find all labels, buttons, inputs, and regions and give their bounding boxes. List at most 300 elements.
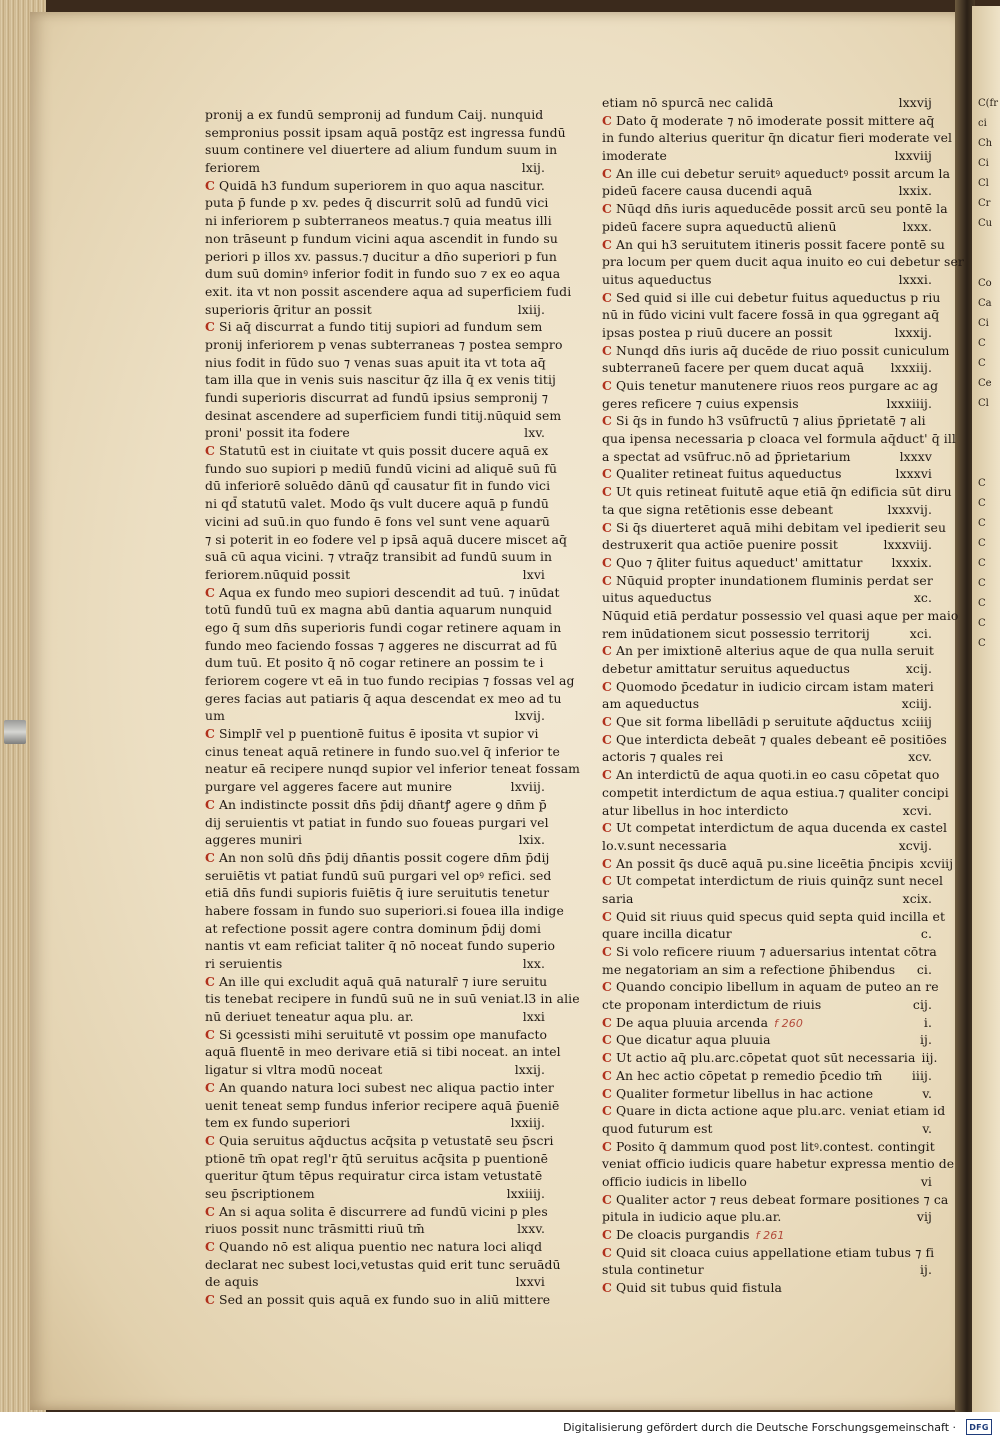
chapter-number (547, 796, 553, 814)
chapter-number (561, 407, 567, 425)
text-line (602, 1014, 932, 1032)
line-text: C Nūquid propter inundationem fluminis perdat ser (602, 572, 933, 588)
chapter-number: xciij. (901, 696, 932, 712)
chapter-number (547, 973, 553, 991)
text-line (602, 1031, 932, 1049)
text-line (602, 748, 932, 766)
pilcrow-mark-icon: C (602, 572, 612, 588)
chapter-number (933, 572, 939, 590)
text-line (205, 743, 560, 761)
chapter-number (552, 601, 558, 619)
text-line (602, 713, 932, 731)
text-line (602, 306, 940, 324)
text-line (205, 1132, 554, 1150)
pilcrow-mark-icon: C (602, 873, 612, 889)
text-line (205, 177, 545, 195)
line-text: C Quomodo p̄cedatur in iudicio circam istam materi (602, 678, 934, 694)
text-line (205, 831, 545, 849)
line-text: ni inferiorem p subterraneos meatus.⁊ quia meatus illi (205, 213, 552, 229)
chapter-number (575, 672, 581, 690)
chapter-number (542, 318, 548, 336)
text-line (602, 1102, 946, 1120)
line-text: stula continetur (602, 1262, 704, 1278)
line-text: desinat ascendere ad superficiem fundi titij.nūquid sem (205, 407, 562, 423)
line-text: pideū facere supra aqueductū alienū (602, 218, 837, 234)
text-line (602, 678, 932, 696)
line-text: C Statutū est in ciuitate vt quis possit ducere aquā ex (205, 443, 549, 459)
text-line (602, 855, 954, 873)
chapter-number: lxxviij (894, 148, 932, 164)
text-line (205, 265, 561, 283)
chapter-number: xc. (913, 590, 932, 606)
line-text: suā cū aqua vicini. ⁊ vtraq̄z transibit ad fundū suum in (205, 549, 553, 565)
chapter-number (926, 1279, 932, 1297)
pilcrow-mark-icon: C (205, 1292, 215, 1308)
text-line (205, 601, 553, 619)
chapter-number (546, 354, 552, 372)
line-text: C Si q̄s in fundo h3 vsūfructū ⁊ alius p̄prietatē ⁊ ali (602, 413, 926, 429)
line-text: puta p̄ funde p xv. pedes q̄ discurrit solū ad fundū vici (205, 195, 549, 211)
line-text: nius fodit in fūdo suo ⁊ venas suas apuit ita vt tota aq̄ (205, 354, 546, 370)
line-text: me negatoriam an sim a refectione p̄hibendus (602, 961, 896, 977)
pilcrow-mark-icon: C (205, 443, 215, 459)
text-line (205, 1238, 545, 1256)
line-text: ipsas postea p riuū ducere an possit (602, 324, 833, 340)
line-text: ligatur si vltra modū noceat (205, 1062, 383, 1078)
facing-page-line: Cr (978, 198, 991, 209)
chapter-number: xcix. (902, 890, 932, 906)
pilcrow-mark-icon: C (602, 519, 612, 535)
text-line (602, 1226, 932, 1244)
text-line (205, 725, 545, 743)
text-line (602, 961, 932, 979)
line-text: C An indistincte possit dn̄s p̄dij dn̄antꝭ agere ꝯ dn̄m p̄ (205, 796, 547, 812)
pilcrow-mark-icon: C (602, 1191, 612, 1207)
chapter-number (549, 814, 555, 832)
chapter-number: ci. (916, 961, 932, 977)
facing-page-line: C (978, 618, 986, 629)
chapter-number: lxxvi (515, 1274, 545, 1290)
footer-bar (0, 1412, 1000, 1442)
chapter-number (952, 483, 958, 501)
line-text: cinus teneat aquā retinere in fundo suo.vel q̄ inferior te (205, 743, 560, 759)
chapter-number: lxxxiiij. (886, 395, 932, 411)
text-line (205, 955, 545, 973)
text-line (205, 248, 558, 266)
book-clasp (4, 720, 26, 744)
chapter-number (567, 531, 573, 549)
pilcrow-mark-icon: C (602, 1227, 612, 1242)
line-text: cte proponam interdictum de riuis (602, 997, 822, 1013)
chapter-number (958, 607, 964, 625)
chapter-number (934, 1244, 940, 1262)
chapter-number (561, 619, 567, 637)
line-text: dū inferiorē soluēdo dānū qd̄ causatur fit in fundo vici (205, 478, 551, 494)
text-line (602, 660, 932, 678)
text-line (602, 925, 932, 943)
text-line (205, 513, 550, 531)
text-line (205, 637, 558, 655)
line-text: debetur amittatur seruitus aqueductus (602, 661, 850, 676)
text-line (205, 814, 549, 832)
pilcrow-mark-icon: C (602, 855, 612, 871)
pilcrow-mark-icon: C (602, 466, 612, 482)
line-text: Nūquid etiā perdatur possessio vel quasi aque per maio (602, 607, 959, 623)
facing-page-line: Ch (978, 138, 993, 149)
chapter-number (549, 495, 555, 513)
chapter-number (934, 642, 940, 660)
chapter-number (945, 1102, 951, 1120)
line-text: C An ille cui debetur seruitꝰ aqueductꝰ possit arcum la (602, 165, 951, 181)
text-line (602, 1067, 932, 1085)
pilcrow-mark-icon: C (205, 1239, 215, 1254)
line-text: am aqueductus (602, 696, 700, 712)
line-text: competit interdictum de aqua estiua.⁊ qualiter concipi (602, 784, 949, 800)
chapter-number (935, 1138, 941, 1156)
line-text: C Si aq̄ discurrat a fundo titij supiori ad fundum sem (205, 319, 543, 335)
chapter-number: lxij. (521, 160, 545, 176)
line-text: dum suū dominꝰ inferior fodit in fundo suo ⁊ ex eo aqua (205, 266, 561, 282)
chapter-number (539, 725, 545, 743)
line-text: imoderate (602, 148, 667, 164)
text-line (205, 548, 553, 566)
pilcrow-mark-icon: C (205, 973, 215, 989)
line-text: nū deriuet teneatur aqua plu. ar. (205, 1009, 414, 1025)
text-line (602, 519, 947, 537)
text-line (602, 607, 959, 625)
line-text: quod futurum est (602, 1120, 713, 1136)
chapter-number (560, 584, 566, 602)
pilcrow-mark-icon: C (602, 1280, 612, 1296)
text-line (205, 442, 549, 460)
text-line (602, 430, 956, 448)
pilcrow-mark-icon: C (602, 1085, 612, 1101)
line-text: dij seruientis vt patiat in fundo suo foueas purgari vel (205, 814, 549, 830)
chapter-number (550, 1291, 556, 1309)
text-line (602, 572, 932, 590)
text-line (602, 872, 944, 890)
line-text: C Qualiter actor ⁊ reus debeat formare positiones ⁊ ca (602, 1191, 949, 1207)
text-line (205, 973, 548, 991)
text-line (205, 1167, 545, 1185)
pilcrow-mark-icon: C (602, 944, 612, 959)
pilcrow-mark-icon: C (205, 319, 215, 335)
text-line (205, 796, 545, 814)
text-line (205, 990, 580, 1008)
chapter-number (548, 389, 554, 407)
chapter-number (946, 519, 952, 537)
chapter-number (545, 177, 551, 195)
text-line (205, 336, 563, 354)
text-line (602, 218, 932, 236)
line-text: C Simplr̄ vel p puentionē fuitus ē iposita vt supior vi (205, 726, 539, 742)
line-text: in fundo alterius queritur q̄n dicatur fieri moderate vel (602, 130, 953, 146)
pilcrow-mark-icon: C (602, 236, 612, 252)
line-text: C Sed an possit quis aquā ex fundo suo in aliū mittere (205, 1292, 551, 1308)
text-line (205, 1220, 545, 1238)
line-text: feriorem.nūquid possit (205, 566, 351, 582)
chapter-number (557, 637, 563, 655)
chapter-number (554, 1132, 560, 1150)
line-text: vicini ad suū.in quo fundo ē fons vel sunt vene aquarū (205, 513, 550, 529)
line-text: C Qualiter formetur libellus in hac actione (602, 1085, 874, 1101)
chapter-number: lxxiiij. (506, 1185, 545, 1201)
chapter-number: lxxx. (902, 218, 932, 234)
line-text: C Que interdicta debeāt ⁊ quales debeant eē positiōes (602, 731, 947, 747)
chapter-number: vij (916, 1209, 932, 1225)
pilcrow-mark-icon: C (602, 714, 612, 730)
chapter-number: lxxv. (517, 1221, 545, 1237)
text-line (205, 1043, 561, 1061)
line-text: C An si aqua solita ē discurrere ad fundū vicini p ples (205, 1203, 548, 1219)
text-line (205, 920, 545, 938)
line-text: C Ut competat interdictum de riuis quinq̄z sunt necel (602, 873, 944, 889)
pilcrow-mark-icon: C (602, 342, 612, 358)
chapter-number (566, 124, 572, 142)
line-text: lo.v.sunt necessaria (602, 837, 727, 853)
text-line (205, 902, 564, 920)
text-line (602, 200, 948, 218)
line-text: C An ille qui excludit aquā quā naturalr̄ ⁊ iure seruitu (205, 973, 548, 989)
line-text: ⁊ si poterit in eo fodere vel p ipsā aquā ducere miscet aq̄ (205, 531, 568, 547)
text-line (602, 536, 932, 554)
chapter-number: iij. (921, 1050, 938, 1066)
line-text: pronij a ex fundū sempronij ad fundum Caij. nunquid (205, 107, 544, 122)
line-text: rem inūdationem sicut possessio territorij (602, 625, 870, 641)
text-line (205, 194, 549, 212)
chapter-number (926, 412, 932, 430)
pilcrow-mark-icon: C (205, 1026, 215, 1042)
text-line (205, 1256, 561, 1274)
line-text: de aquis (205, 1274, 259, 1290)
line-text: officio iudicis in libello (602, 1173, 747, 1189)
chapter-number: lxvij. (514, 708, 545, 724)
line-text: ptionē tm̄ opat regl'r q̄tū seruitus acq̄sita p puentionē (205, 1150, 549, 1166)
chapter-number: xcviij (919, 855, 954, 871)
chapter-number: lxxvij (898, 95, 932, 110)
text-line (602, 890, 932, 908)
chapter-number (939, 306, 945, 324)
chapter-number (950, 165, 956, 183)
text-line (602, 501, 932, 519)
chapter-number (939, 978, 945, 996)
text-line (602, 1208, 932, 1226)
chapter-number (964, 253, 970, 271)
line-text: quare incilla dicatur (602, 926, 732, 942)
text-line (205, 619, 562, 637)
facing-page-line: Cl (978, 398, 989, 409)
chapter-number (561, 1256, 567, 1274)
line-text: C Quid sit cloaca cuius appellatione etiam tubus ⁊ fi (602, 1244, 935, 1260)
pilcrow-mark-icon: C (602, 1050, 612, 1066)
facing-page-line: Co (978, 278, 992, 289)
chapter-number: v. (922, 1120, 932, 1136)
pilcrow-mark-icon: C (205, 726, 215, 742)
chapter-number: lxviij. (510, 779, 545, 795)
chapter-number (557, 460, 563, 478)
facing-page-line: C (978, 518, 986, 529)
facing-page-line: Ci (978, 158, 989, 169)
line-text: C Nūqd dn̄s iuris aqueducēde possit arcū seu pontē la (602, 201, 948, 217)
chapter-number (938, 377, 944, 395)
text-line (205, 867, 552, 885)
section-heading: C De cloacis purgandis f 261 (602, 1227, 785, 1242)
line-text: fundi superioris discurrat ad fundū ipsius sempronij ⁊ (205, 390, 549, 405)
chapter-number (541, 920, 547, 938)
chapter-number (945, 908, 951, 926)
line-text: C Nunqd dn̄s iuris aq̄ ducēde de riuo possit cuniculum (602, 342, 950, 358)
chapter-number (948, 1191, 954, 1209)
text-line (205, 778, 545, 796)
text-line (602, 802, 932, 820)
line-text: nū in fūdo vicini vult facere fossā in qua ꝯgregant aq̄ (602, 307, 940, 323)
chapter-number (549, 849, 555, 867)
line-text: uitus aqueductus (602, 590, 712, 606)
line-text: tam illa que in venis suis nascitur q̄z illa q̄ ex venis titij (205, 372, 556, 388)
text-line (205, 849, 550, 867)
text-line (205, 1008, 545, 1026)
line-text: C Ut actio aq̄ plu.arc.cōpetat quot sūt necessaria (602, 1050, 916, 1066)
line-text: ego q̄ sum dn̄s superioris fundi cogar retinere aquam in (205, 619, 562, 635)
line-text: periori p illos xv. passus.⁊ ducitur a dn̄o superiori p fun (205, 248, 558, 264)
line-text: saria (602, 890, 634, 906)
text-line (205, 1291, 551, 1309)
line-text: veniat officio iudicis quare habetur expressa mentio de (602, 1156, 955, 1172)
line-text: pitula in iudicio aque plu.ar. (602, 1209, 782, 1225)
text-line (205, 654, 545, 672)
line-text: C An qui h3 seruitutem itineris possit facere pontē su (602, 236, 945, 252)
text-line (205, 159, 545, 177)
handwritten-folio-note: f 260 (774, 1016, 803, 1030)
chapter-number (559, 1097, 565, 1115)
chapter-number: c. (920, 926, 932, 942)
line-text: proni' possit ita fodere (205, 425, 350, 441)
chapter-number: lxxxix. (891, 554, 932, 570)
chapter-number: lxxiij. (510, 1115, 545, 1131)
text-line (205, 1185, 545, 1203)
line-text: C Que sit forma libellādi p seruitute aq̄ductus (602, 714, 895, 730)
text-line (205, 354, 545, 372)
line-text: C An interdictū de aqua quoti.in eo casu cōpetat quo (602, 767, 940, 783)
chapter-number: lxvi (522, 566, 545, 582)
pilcrow-mark-icon: C (205, 849, 215, 865)
text-line (602, 112, 935, 130)
pilcrow-mark-icon: C (602, 484, 612, 500)
chapter-number: lxx. (522, 956, 545, 971)
line-text: destruxerit qua actiōe puenire possit (602, 537, 838, 553)
line-text: C Si volo reficere riuum ⁊ aduersarius intentat cōtra (602, 944, 937, 959)
text-line (205, 141, 558, 159)
line-text: C Quis tenetur manutenere riuos reos purgare ac ag (602, 378, 939, 393)
chapter-number (544, 654, 550, 672)
chapter-number (557, 141, 563, 159)
chapter-number (555, 937, 561, 955)
text-line (205, 566, 545, 584)
text-line (602, 625, 932, 643)
text-line (602, 1085, 932, 1103)
chapter-number (562, 690, 568, 708)
chapter-number (564, 902, 570, 920)
line-text: ni qd̄ statutū valet. Modo q̄s vult ducere aquā p fundū (205, 496, 550, 512)
text-line (602, 1261, 932, 1279)
line-text: C An hec actio cōpetat p remedio p̄cedio tm̄ (602, 1067, 883, 1083)
pilcrow-mark-icon: C (602, 678, 612, 694)
line-text: aggeres muniri (205, 832, 303, 848)
text-line (205, 230, 558, 248)
line-text: seruiētis vt patiat fundū suū purgari vel opꝰ refici. sed (205, 867, 552, 883)
line-text: sempronius possit ipsam aquā postq̄z est ingressa fundū (205, 124, 566, 140)
chapter-number: lxxxvi (895, 466, 932, 482)
chapter-number (549, 884, 555, 902)
facing-page-line: C (978, 338, 986, 349)
facing-page-line: C (978, 598, 986, 609)
line-text: C An possit q̄s ducē aquā pu.sine liceētia p̄ncipis (602, 855, 914, 871)
line-text: feriorem cogere vt eā in tuo fundo recipias ⁊ fossas vel ag (205, 673, 575, 688)
section-heading: C De aqua pluuia arcenda f 260 (602, 1014, 803, 1030)
chapter-number (934, 678, 940, 696)
text-line (205, 106, 545, 124)
pilcrow-mark-icon: C (602, 1244, 612, 1260)
pilcrow-mark-icon: C (602, 1103, 612, 1119)
text-line (602, 978, 939, 996)
chapter-number (580, 760, 586, 778)
pilcrow-mark-icon: C (602, 165, 612, 181)
line-text: C Posito q̄ dammum quod post litꝰ.contest. contingit (602, 1138, 935, 1154)
text-line (602, 129, 953, 147)
chapter-number: xcij. (905, 661, 932, 676)
line-text: um (205, 708, 225, 724)
text-line (205, 1114, 545, 1132)
pilcrow-mark-icon: C (602, 201, 612, 217)
line-text: C Aqua ex fundo meo supiori descendit ad tuū. ⁊ inūdat (205, 584, 560, 600)
facing-page-line: C (978, 638, 986, 649)
text-line (602, 731, 947, 749)
text-line (602, 1138, 935, 1156)
chapter-number (571, 283, 577, 301)
line-text: declarat nec subest loci,vetustas quid erit tunc seruādū (205, 1256, 561, 1272)
chapter-number (943, 872, 949, 890)
line-text: C Dato q̄ moderate ⁊ nō imoderate possit mittere aq̄ (602, 112, 935, 128)
facing-page-line: C (978, 358, 986, 369)
text-line (205, 371, 556, 389)
chapter-number (954, 1155, 960, 1173)
line-text: fundo suo supiori p mediū fundū vicini ad aliquē suū fū (205, 460, 558, 476)
text-line (602, 589, 932, 607)
line-text: seu p̄scriptionem (205, 1185, 315, 1201)
chapter-number (548, 1150, 554, 1168)
line-text: C An quando natura loci subest nec aliqua pactio inter (205, 1079, 554, 1095)
text-line (205, 212, 552, 230)
pilcrow-mark-icon: C (205, 796, 215, 812)
line-text: C Si ꝯcessisti mihi seruitutē vt possim ope manufacto (205, 1026, 548, 1042)
line-text: C Que dicatur aqua pluuia (602, 1032, 771, 1048)
facing-page-line: ci (978, 118, 987, 129)
line-text: etiam nō spurcā nec calidā (602, 95, 774, 110)
text-line (602, 253, 964, 271)
chapter-number (556, 371, 562, 389)
text-line (602, 236, 945, 254)
line-text: C Quando concipio libellum in aquam de puteo an re (602, 979, 939, 995)
line-text: pideū facere causa ducendi aquā (602, 183, 813, 199)
chapter-number (948, 200, 954, 218)
line-text: C Ut quis retineat fuitutē aque etiā q̄n edificia sūt diru (602, 484, 952, 500)
chapter-number (558, 230, 564, 248)
text-line (602, 483, 952, 501)
text-line (205, 424, 545, 442)
chapter-number: lxxix. (898, 183, 932, 199)
line-text: dum tuū. Et posito q̄ nō cogar retinere an possim te i (205, 655, 544, 671)
pilcrow-mark-icon: C (602, 1014, 612, 1030)
